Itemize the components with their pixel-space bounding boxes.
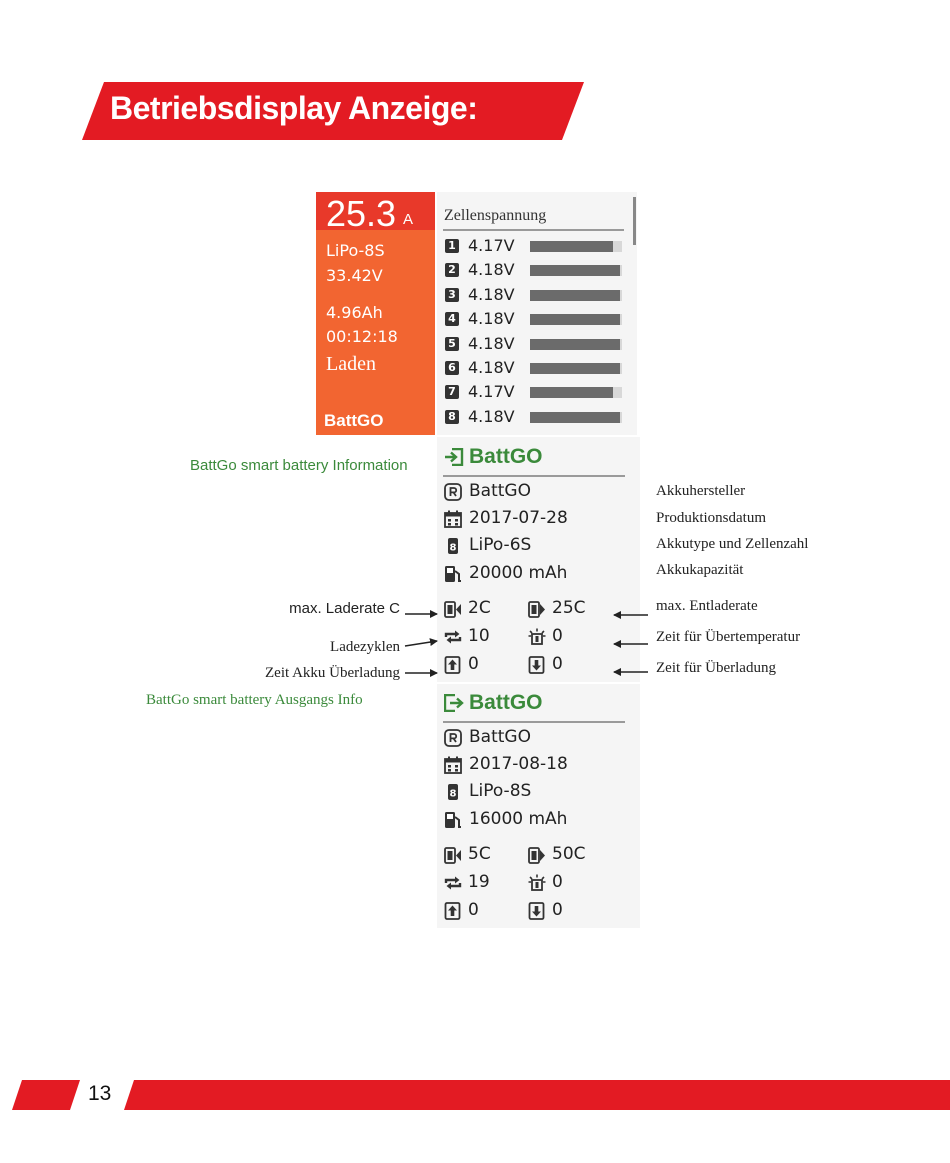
calendar-icon [444, 756, 462, 774]
annotation-capacity: Akkukapazität [656, 562, 744, 578]
annotation-output-info: BattGo smart battery Ausgangs Info [146, 692, 363, 708]
cell-voltage: 4.18V [468, 309, 515, 328]
cell-level-fill [530, 290, 620, 301]
annotation-date: Produktionsdatum [656, 510, 767, 526]
cell-level-bar [530, 387, 622, 398]
current-unit: A [403, 211, 414, 228]
output-cycles: 19 [468, 872, 490, 892]
login-icon [444, 448, 464, 466]
battery-type: LiPo-8S [326, 241, 385, 260]
cell-number-badge: 6 [445, 361, 459, 375]
cell-number-badge: 8 [445, 410, 459, 424]
info-battery-type: LiPo-6S [469, 535, 532, 555]
info-max-discharge: 25C [552, 598, 586, 618]
cell-number-badge: 5 [445, 337, 459, 351]
fuel-icon [444, 565, 462, 583]
info-overdischarge: 0 [552, 654, 563, 674]
cell-number-badge: 4 [445, 312, 459, 326]
charge-state: Laden [326, 353, 376, 375]
battery-type-icon [444, 537, 462, 555]
cell-level-bar [530, 412, 622, 423]
cycle-icon [444, 874, 462, 897]
output-brand-logo: BattGO [469, 691, 543, 714]
registered-icon [444, 729, 462, 747]
annotation-cycles: Ladezyklen [330, 639, 400, 655]
output-production-date: 2017-08-18 [469, 754, 568, 774]
annotation-overcharge: Zeit für Überladung [656, 660, 776, 676]
annotation-overcharge-akku: Zeit Akku Überladung [265, 665, 400, 681]
overcharge-icon [444, 902, 462, 925]
cell-level-bar [530, 363, 622, 374]
elapsed-time: 00:12:18 [326, 327, 398, 346]
info-manufacturer: BattGO [469, 481, 531, 501]
info-max-charge: 2C [468, 598, 491, 618]
info-brand-logo: BattGO [469, 445, 543, 468]
registered-icon [444, 483, 462, 501]
cell-level-fill [530, 241, 613, 252]
output-max-discharge: 50C [552, 844, 586, 864]
cell-level-fill [530, 363, 620, 374]
cell-voltage: 4.18V [468, 285, 515, 304]
cell-level-fill [530, 314, 620, 325]
overtemp-icon [528, 874, 546, 897]
calendar-icon [444, 510, 462, 528]
overdischarge-icon [528, 902, 546, 925]
cell-voltage: 4.18V [468, 358, 515, 377]
overdischarge-icon [528, 656, 546, 679]
info-cycles: 10 [468, 626, 490, 646]
annotation-manufacturer: Akkuhersteller [656, 483, 746, 499]
cell-voltage: 4.18V [468, 407, 515, 426]
cell-level-bar [530, 339, 622, 350]
cell-voltage-title: Zellenspannung [444, 207, 547, 224]
footer-bar-right [124, 1080, 950, 1110]
svg-text:8: 8 [449, 788, 457, 800]
cycle-icon [444, 628, 462, 651]
cell-level-bar [530, 314, 622, 325]
output-overdischarge: 0 [552, 900, 563, 920]
info-capacity: 20000 mAh [469, 563, 568, 583]
annotation-info: BattGo smart battery Information [190, 457, 408, 474]
annotation-max-discharge: max. Entladerate [656, 598, 758, 614]
cell-number-badge: 7 [445, 385, 459, 399]
output-manufacturer: BattGO [469, 727, 531, 747]
annotation-max-charge: max. Laderate C [289, 600, 400, 617]
overcharge-icon [444, 656, 462, 679]
current-value: 25.3 [326, 193, 397, 234]
info-overcharge: 0 [468, 654, 479, 674]
annotation-overtemp: Zeit für Übertemperatur [656, 629, 801, 645]
cell-number-badge: 2 [445, 263, 459, 277]
pack-voltage: 33.42V [326, 266, 383, 285]
divider [443, 475, 625, 477]
cell-level-fill [530, 339, 620, 350]
info-overtemp: 0 [552, 626, 563, 646]
cell-level-fill [530, 387, 613, 398]
output-overcharge: 0 [468, 900, 479, 920]
cell-voltage: 4.18V [468, 260, 515, 279]
max-charge-icon [444, 600, 462, 623]
output-capacity: 16000 mAh [469, 809, 568, 829]
fuel-icon [444, 811, 462, 829]
charged-capacity: 4.96Ah [326, 303, 383, 322]
cell-level-fill [530, 265, 620, 276]
cell-level-bar [530, 290, 622, 301]
svg-text:8: 8 [449, 542, 457, 554]
brand-logo-white: BattGO [324, 411, 384, 430]
page-title: Betriebsdisplay Anzeige: [110, 90, 478, 126]
info-production-date: 2017-07-28 [469, 508, 568, 528]
cell-level-bar [530, 241, 622, 252]
max-charge-icon [444, 846, 462, 869]
cell-voltage: 4.17V [468, 236, 515, 255]
logout-icon [444, 694, 464, 712]
divider [443, 721, 625, 723]
cell-level-fill [530, 412, 620, 423]
max-discharge-icon [528, 846, 546, 869]
footer-bar-left [12, 1080, 80, 1110]
output-battery-type: LiPo-8S [469, 781, 532, 801]
overtemp-icon [528, 628, 546, 651]
cell-voltage: 4.18V [468, 334, 515, 353]
output-max-charge: 5C [468, 844, 491, 864]
cell-number-badge: 3 [445, 288, 459, 302]
scrollbar[interactable] [633, 197, 636, 245]
divider [443, 229, 624, 231]
page-number: 13 [88, 1082, 112, 1105]
cell-number-badge: 1 [445, 239, 459, 253]
battery-type-icon [444, 783, 462, 801]
cell-level-bar [530, 265, 622, 276]
cell-voltage: 4.17V [468, 382, 515, 401]
output-overtemp: 0 [552, 872, 563, 892]
annotation-type: Akkutype und Zellenzahl [656, 536, 809, 552]
max-discharge-icon [528, 600, 546, 623]
